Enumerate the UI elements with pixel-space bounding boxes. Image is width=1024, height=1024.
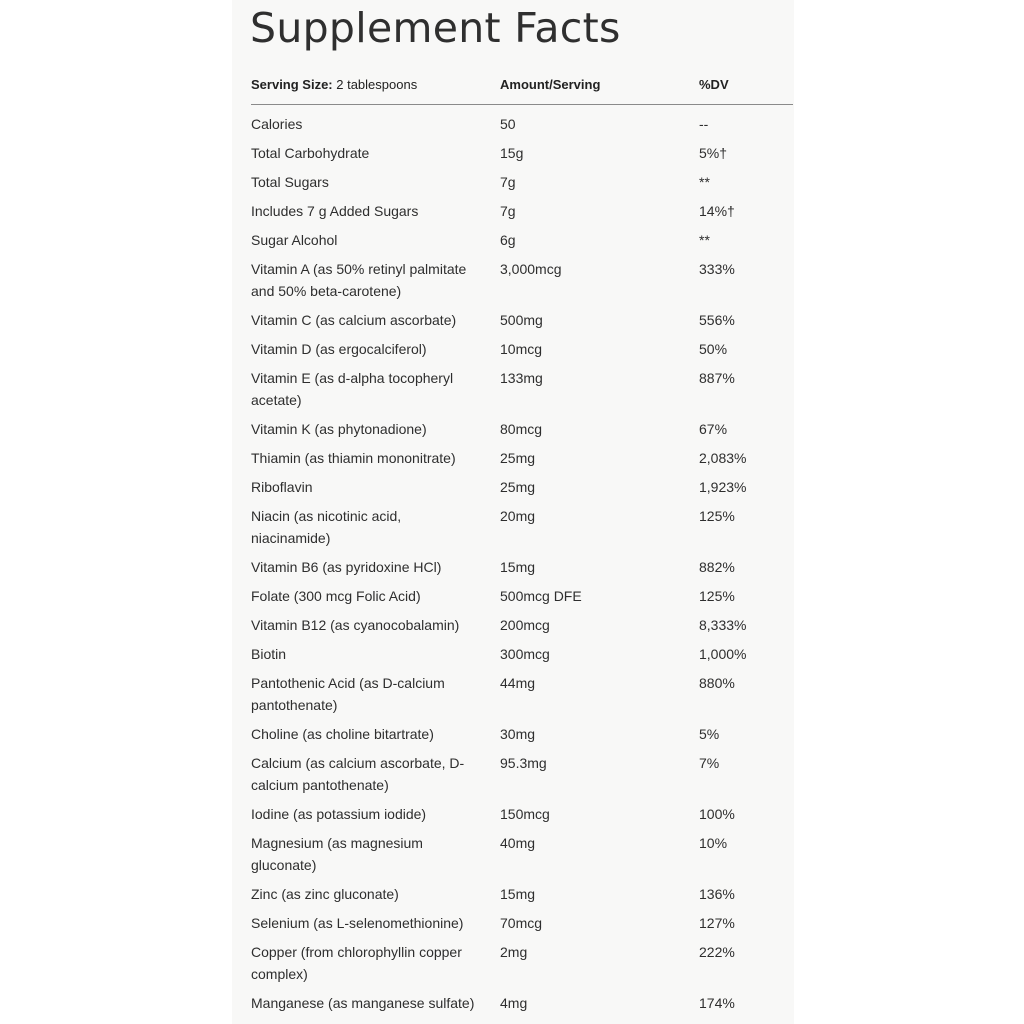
nutrient-name: Vitamin E (as d-alpha tocopheryl acetate) [251,370,454,408]
nutrient-name: Calories [251,116,303,132]
nutrient-amount: 300mcg [500,646,550,662]
nutrient-amount: 95.3mg [500,755,547,771]
nutrient-daily-value: 556% [699,312,735,328]
nutrient-daily-value: 1,000% [699,646,747,662]
nutrient-name: Vitamin B12 (as cyanocobalamin) [251,617,460,633]
nutrient-daily-value: 67% [699,421,728,437]
nutrient-name: Calcium (as calcium ascorbate, D- calcium pantothenate) [251,755,465,793]
nutrient-name: Riboflavin [251,479,313,495]
nutrient-amount: 80mcg [500,421,543,437]
nutrient-name: Vitamin C (as calcium ascorbate) [251,312,457,328]
nutrient-daily-value: 8,333% [699,617,747,633]
nutrient-amount: 25mg [500,479,536,495]
nutrient-amount: 500mg [500,312,543,328]
nutrient-amount: 15g [500,145,524,161]
nutrient-name: Zinc (as zinc gluconate) [251,886,399,902]
nutrient-name: Vitamin B6 (as pyridoxine HCl) [251,559,442,575]
nutrient-daily-value: 333% [699,261,735,277]
nutrient-amount: 3,000mcg [500,261,562,277]
nutrient-amount: 2mg [500,944,528,960]
nutrient-name: Total Carbohydrate [251,145,370,161]
page-title: Supplement Facts [250,4,621,52]
nutrient-daily-value: 222% [699,944,735,960]
nutrient-daily-value: 5% [699,726,720,742]
nutrient-name: Total Sugars [251,174,329,190]
nutrient-daily-value: 174% [699,995,735,1011]
nutrient-amount: 200mcg [500,617,550,633]
nutrient-amount: 70mcg [500,915,543,931]
nutrient-daily-value: ** [699,232,710,248]
nutrient-amount: 44mg [500,675,536,691]
nutrient-name: Vitamin K (as phytonadione) [251,421,427,437]
nutrient-daily-value: 882% [699,559,735,575]
daily-value-header: %DV [699,77,729,92]
serving-size-value: 2 tablespoons [332,77,418,92]
nutrient-name: Vitamin A (as 50% retinyl palmitate and 50% beta-carotene) [251,261,467,299]
serving-size-label: Serving Size: [251,77,333,92]
nutrient-name: Magnesium (as magnesium gluconate) [251,835,423,873]
nutrient-daily-value: 10% [699,835,728,851]
nutrient-name: Thiamin (as thiamin mononitrate) [251,450,456,466]
nutrient-amount: 4mg [500,995,528,1011]
nutrient-amount: 10mcg [500,341,543,357]
nutrient-amount: 133mg [500,370,543,386]
nutrient-amount: 6g [500,232,516,248]
nutrient-amount: 25mg [500,450,536,466]
nutrient-name: Biotin [251,646,287,662]
nutrient-name: Pantothenic Acid (as D-calcium pantothenate) [251,675,445,713]
nutrient-daily-value: 136% [699,886,735,902]
nutrient-daily-value: 880% [699,675,735,691]
nutrient-name: Sugar Alcohol [251,232,338,248]
nutrient-name: Iodine (as potassium iodide) [251,806,427,822]
nutrient-amount: 15mg [500,559,536,575]
nutrient-amount: 50 [500,116,516,132]
nutrient-daily-value: 2,083% [699,450,747,466]
nutrient-name: Folate (300 mcg Folic Acid) [251,588,421,604]
nutrient-daily-value: 5%† [699,145,728,161]
amount-per-serving-header: Amount/Serving [500,77,601,92]
nutrient-amount: 7g [500,174,516,190]
nutrient-name: Includes 7 g Added Sugars [251,203,419,219]
nutrient-amount: 150mcg [500,806,550,822]
nutrient-daily-value: 14%† [699,203,735,219]
nutrient-daily-value: 1,923% [699,479,747,495]
nutrient-daily-value: 125% [699,588,735,604]
nutrient-name: Niacin (as nicotinic acid, niacinamide) [251,508,402,546]
nutrient-name: Manganese (as manganese sulfate) [251,995,475,1011]
nutrient-daily-value: 100% [699,806,735,822]
nutrient-daily-value: -- [699,116,709,132]
nutrient-name: Copper (from chlorophyllin copper complex) [251,944,462,982]
nutrient-amount: 500mcg DFE [500,588,582,604]
nutrient-amount: 30mg [500,726,536,742]
nutrient-amount: 15mg [500,886,536,902]
nutrient-amount: 20mg [500,508,536,524]
nutrient-daily-value: 887% [699,370,735,386]
nutrient-amount: 40mg [500,835,536,851]
nutrient-name: Choline (as choline bitartrate) [251,726,434,742]
nutrient-daily-value: 50% [699,341,728,357]
nutrient-name: Vitamin D (as ergocalciferol) [251,341,427,357]
nutrient-name: Selenium (as L-selenomethionine) [251,915,464,931]
nutrient-daily-value: 127% [699,915,735,931]
nutrient-daily-value: 125% [699,508,735,524]
nutrient-daily-value: 7% [699,755,720,771]
nutrient-amount: 7g [500,203,516,219]
nutrient-daily-value: ** [699,174,710,190]
